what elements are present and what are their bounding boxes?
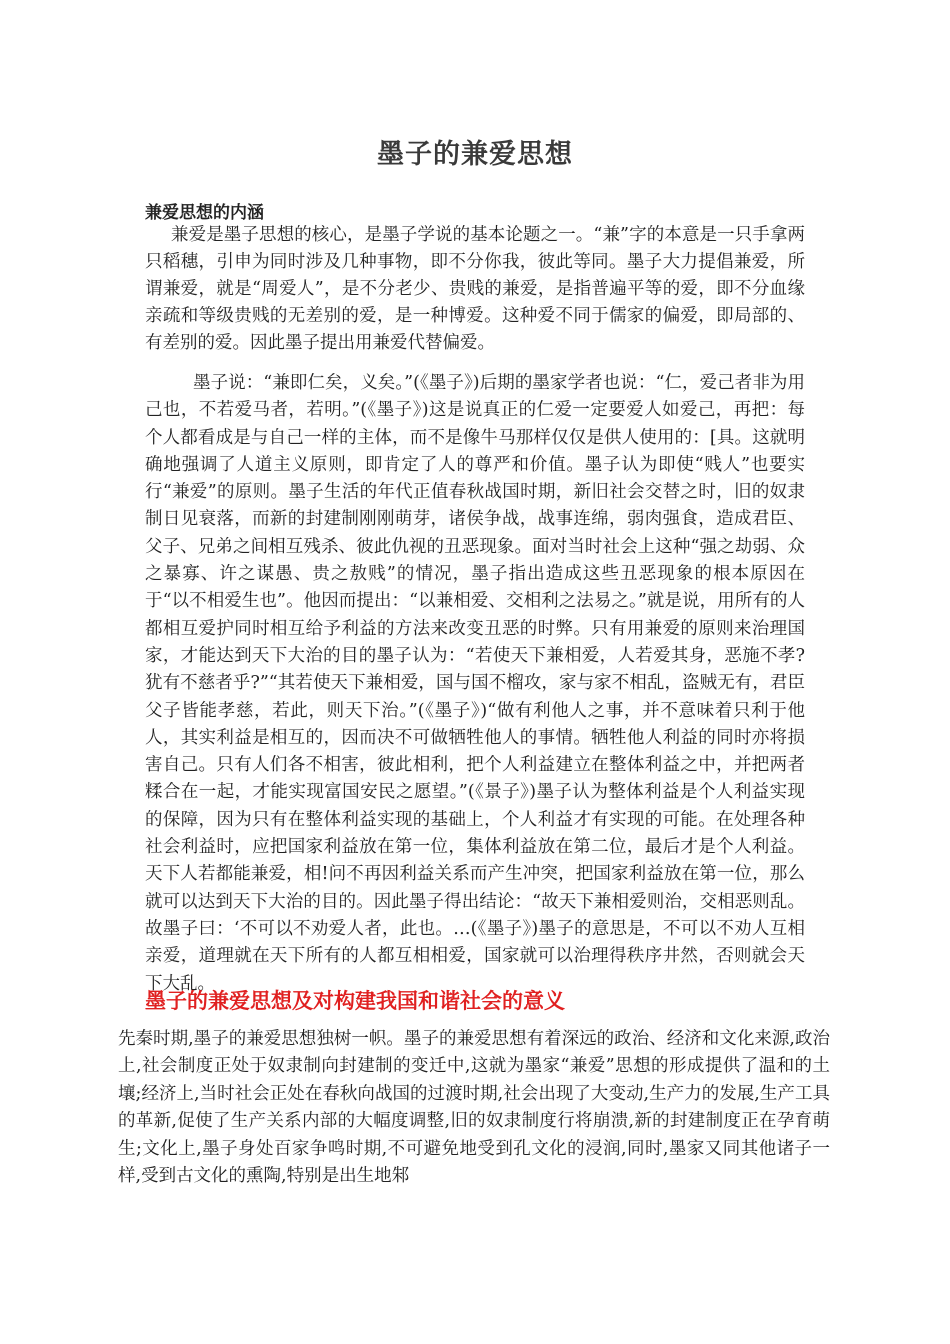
paragraph-mozi-quotes: 墨子说：“兼即仁矣，义矣。”(《墨子》)后期的墨家学者也说：“仁，爱己者非为用己也，不若爱马者，若明。”(《墨子》)这是说真正的仁爱一定要爱人如爱己，再把：每个人都看成是与自己一样的主体，而不是像牛马那样仅仅是供人使用的：[具。这就明确地强调了人道主义原则，即肯定了人的尊严和价值。墨子认为即使“贱人”也要实行“兼爱”的原则。墨子生活的年代正值春秋战国时期，新旧社会交替之时，旧的奴隶制日见衰落，而新的封建制刚刚萌芽，诸侯争战，战事连绵，弱肉强食，造成君臣、父子、兄弟之间相互残杀、彼此仇视的丑恶现象。面对当时社会上这种“强之劫弱、众之暴寡、许之谋愚、贵之敖贱”的情况，墨子指出造成这些丑恶现象的根本原因在于“以不相爱生也”。他因而提出：“以兼相爱、交相利之法易之。”就是说，用所有的人都相互爱护同时相互给予利益的方法来改变丑恶的时弊。只有用兼爱的原则来治理国家，才能达到天下大治的目的墨子认为：“若使天下兼相爱，人若爱其身，恶施不孝?犹有不慈者乎?”“其若使天下兼相爱，国与国不榴攻，家与家不相乱，盗贼无有，君臣父子皆能孝慈，若此，则天下治。”(《墨子》)“做有利他人之事，并不意味着只利于他人，其实利益是相互的，因而决不可做牺牲他人的事情。牺牲他人利益的同时亦将损害自己。只有人们各不相害，彼此相利，把个人利益建立在整体利益之中，并把两者糅合在一起，才能实现富国安民之愿望。”(《景子》)墨子认为整体利益是个人利益实现的保障，因为只有在整体利益实现的基础上，个人利益才有实现的可能。在处理各种社会利益时，应把国家利益放在第一位，集体利益放在第二位，最后才是个人利益。天下人若都能兼爱，相!问不再因利益关系而产生冲突，把国家利益放在第一位，那么就可以达到天下大治的目的。因此墨子得出结论：“故天下兼相爱则治，交相恶则乱。故墨子曰：‘不可以不劝爱人者，此也。…(《墨子》)墨子的意思是，不可以不劝人互相亲爱，道理就在天下所有的人都互相相爱，国家就可以治理得秩序井然，否则就会天下大乱。 bbox=[145, 373, 805, 994]
paragraph-connotation-intro: 兼爱是墨子思想的核心，是墨子学说的基本论题之一。“兼”字的本意是一只手拿两只稻穗，引申为同时涉及几种事物，即不分你我，彼此等同。墨子大力提倡兼爱，所谓兼爱，就是“周爱人”，是不分老少、贵贱的兼爱，是指普遍平等的爱，即不分血缘亲疏和等级贵贱的无差别的爱，是一种博爱。这种爱不同于儒家的偏爱，即局部的、有差别的爱。因此墨子提出用兼爱代替偏爱。 bbox=[145, 225, 805, 353]
section-heading-harmonious-society: 墨子的兼爱思想及对构建我国和谐社会的意义 bbox=[145, 989, 565, 1013]
section-heading-connotation: 兼爱思想的内涵 bbox=[145, 203, 264, 223]
paragraph-pre-qin-origins: 先秦时期,墨子的兼爱思想独树一帜。墨子的兼爱思想有着深远的政治、经济和文化来源,政治上,社会制度正处于奴隶制向封建制的变迁中,这就为墨家“兼爱”思想的形成提供了温和的土壤;经济上,当时社会正处在春秋向战国的过渡时期,社会出现了大变动,生产力的发展,生产工具的革新,促使了生产关系内部的大幅度调整,旧的奴隶制度行将崩溃,新的封建制度正在孕育萌生;文化上,墨子身处百家争鸣时期,不可避免地受到孔文化的浸润,同时,墨家又同其他诸子一样,受到古文化的熏陶,特别是出生地邾 bbox=[118, 1029, 830, 1187]
document-title: 墨子的兼爱思想 bbox=[377, 139, 573, 170]
